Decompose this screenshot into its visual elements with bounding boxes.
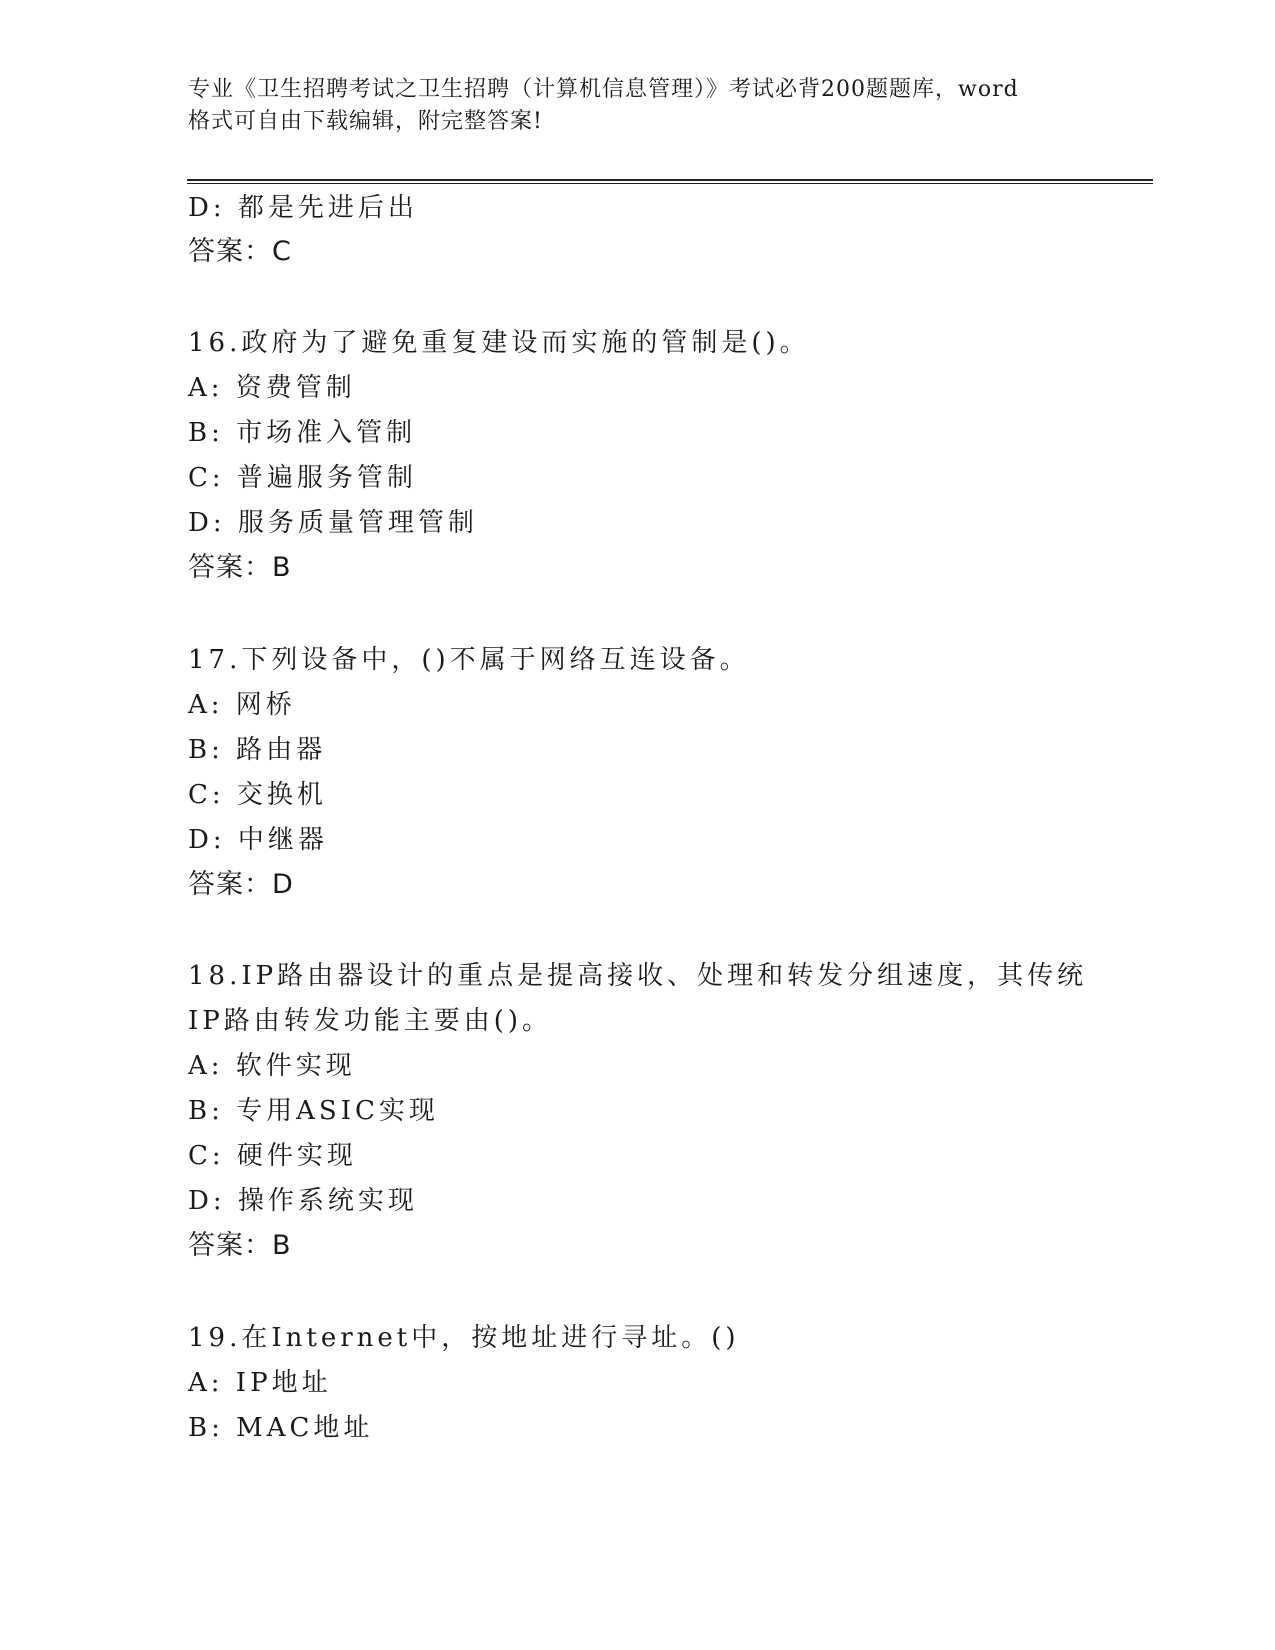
q19-option-a: A: IP地址 xyxy=(188,1368,332,1398)
header-line-1: 专业《卫生招聘考试之卫生招聘（计算机信息管理）》考试必背200题题库，word xyxy=(188,77,1019,102)
q16-option-d: D: 服务质量管理管制 xyxy=(188,508,478,538)
header-line-2: 格式可自由下载编辑，附完整答案! xyxy=(188,109,543,134)
q16-option-b: B: 市场准入管制 xyxy=(188,418,417,448)
q18-answer: 答案：B xyxy=(188,1230,292,1261)
q18-option-d: D: 操作系统实现 xyxy=(188,1186,418,1216)
q18-question-line-2: IP路由转发功能主要由()。 xyxy=(188,1006,553,1036)
q19-question: 19.在Internet中，按地址进行寻址。() xyxy=(188,1323,740,1353)
q17-option-b: B: 路由器 xyxy=(188,735,327,765)
q15-answer: 答案：C xyxy=(188,236,292,267)
q17-question: 17.下列设备中，()不属于网络互连设备。 xyxy=(188,645,750,675)
q18-option-a: A: 软件实现 xyxy=(188,1051,356,1081)
q18-question-line-1: 18.IP路由器设计的重点是提高接收、处理和转发分组速度，其传统 xyxy=(188,961,1088,991)
q16-option-c: C: 普遍服务管制 xyxy=(188,463,417,493)
q19-option-b: B: MAC地址 xyxy=(188,1413,374,1443)
q17-option-d: D: 中继器 xyxy=(188,825,328,855)
q16-question: 16.政府为了避免重复建设而实施的管制是()。 xyxy=(188,328,810,358)
q17-answer: 答案：D xyxy=(188,869,294,900)
q18-option-c: C: 硬件实现 xyxy=(188,1141,357,1171)
q17-option-c: C: 交换机 xyxy=(188,780,327,810)
q17-option-a: A: 网桥 xyxy=(188,690,296,720)
q15-option-d: D: 都是先进后出 xyxy=(188,193,418,223)
document-header xyxy=(188,74,1088,138)
header-divider-thick xyxy=(187,179,1153,181)
header-divider-thin xyxy=(187,183,1153,184)
q16-answer: 答案：B xyxy=(188,552,292,583)
q16-option-a: A: 资费管制 xyxy=(188,373,356,403)
q18-option-b: B: 专用ASIC实现 xyxy=(188,1096,439,1126)
